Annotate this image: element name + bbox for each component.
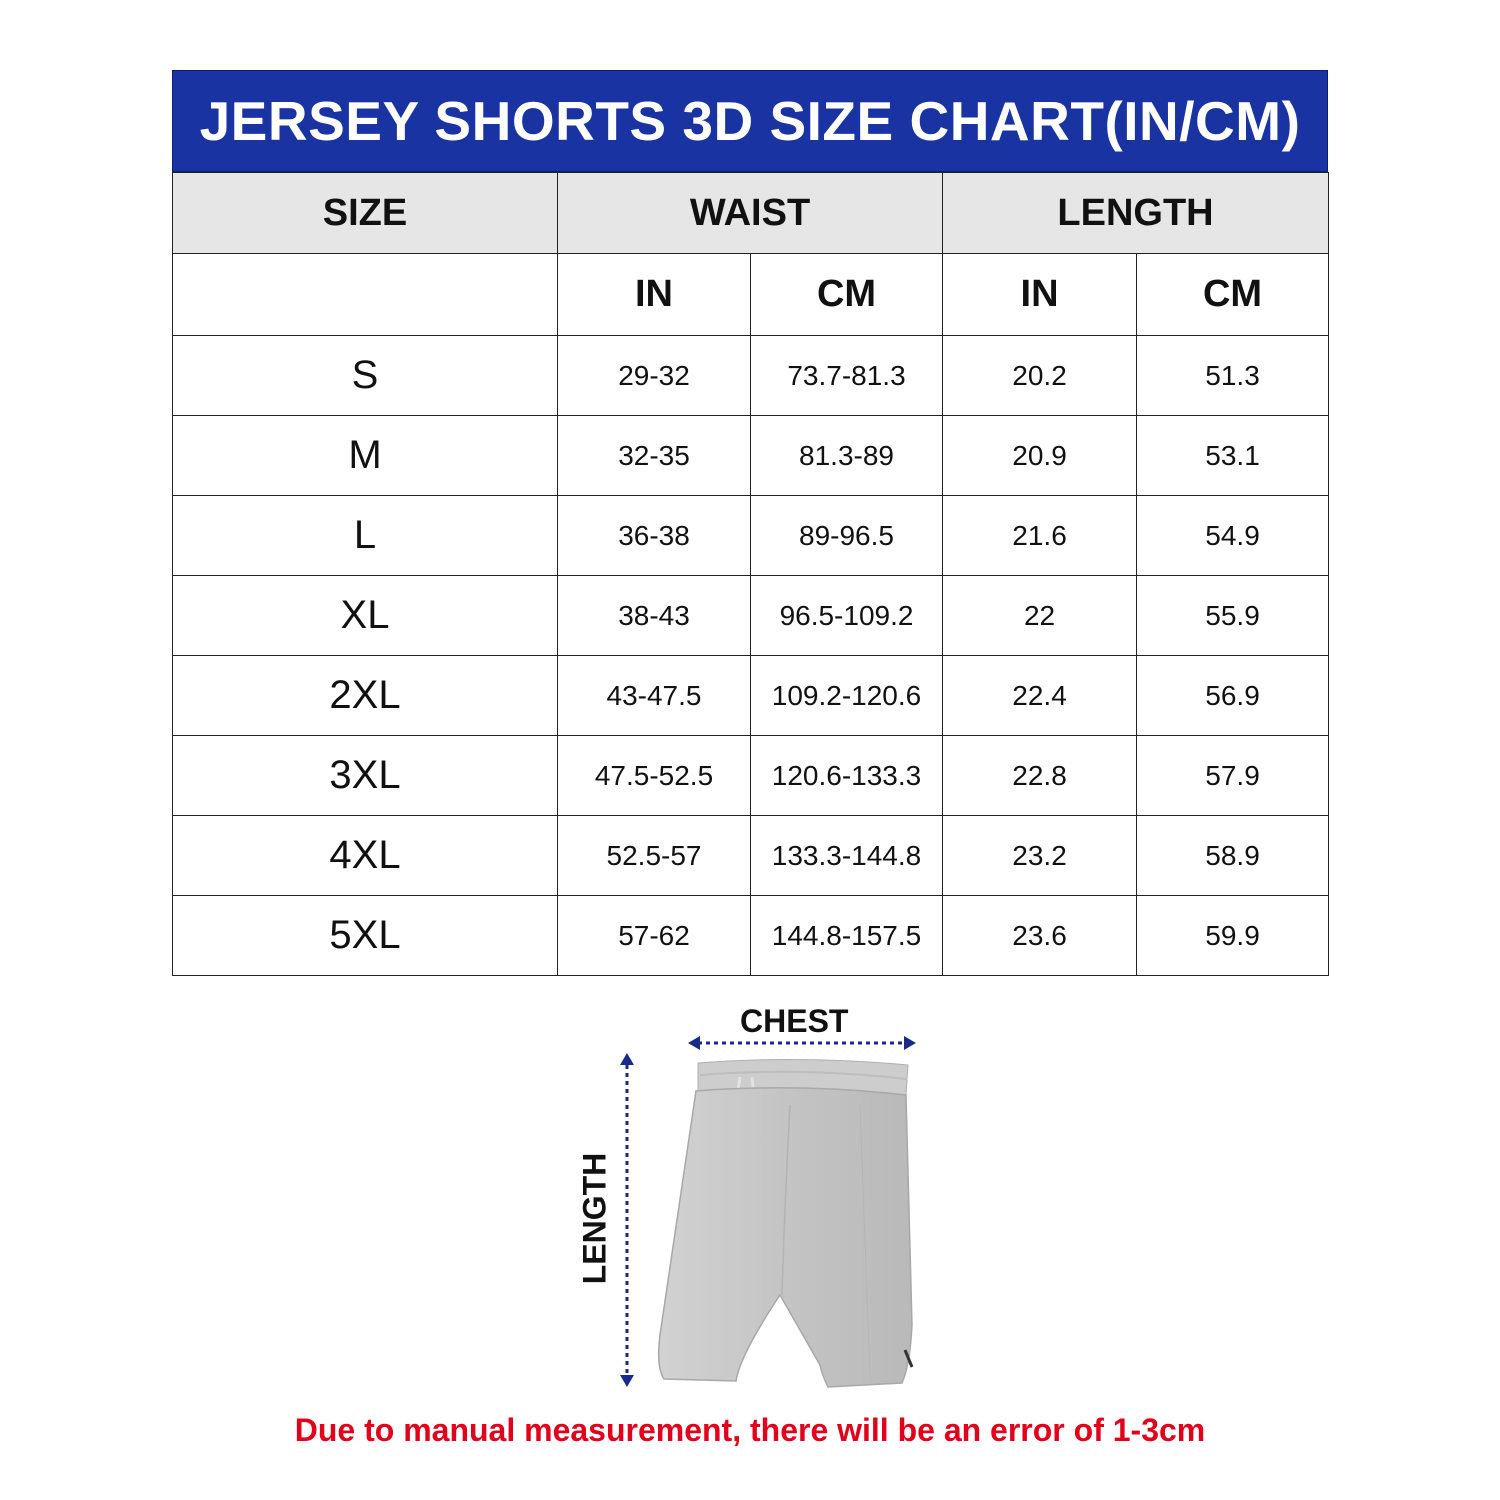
header-length: LENGTH — [943, 173, 1329, 254]
length-label: LENGTH — [576, 1152, 613, 1285]
chest-label: CHEST — [740, 1003, 849, 1039]
size-cell: M — [173, 416, 558, 496]
header-waist-in: IN — [558, 254, 751, 336]
length-cm-cell: 57.9 — [1137, 736, 1329, 816]
waist-in-cell: 32-35 — [558, 416, 751, 496]
length-cm-cell: 53.1 — [1137, 416, 1329, 496]
length-in-cell: 23.2 — [943, 816, 1137, 896]
table-row — [173, 896, 1329, 976]
length-in-cell: 22 — [943, 576, 1137, 656]
waist-cm-cell: 96.5-109.2 — [751, 576, 943, 656]
waist-in-cell: 36-38 — [558, 496, 751, 576]
length-arrow-icon — [620, 1053, 634, 1387]
size-cell: L — [173, 496, 558, 576]
waist-in-cell: 29-32 — [558, 336, 751, 416]
waist-cm-cell: 120.6-133.3 — [751, 736, 943, 816]
waist-in-cell: 38-43 — [558, 576, 751, 656]
table-row — [173, 496, 1329, 576]
waist-cm-cell: 133.3-144.8 — [751, 816, 943, 896]
table-group-header — [173, 173, 1329, 254]
waist-cm-cell: 89-96.5 — [751, 496, 943, 576]
size-cell: 3XL — [173, 736, 558, 816]
waist-in-cell: 43-47.5 — [558, 656, 751, 736]
length-in-cell: 22.8 — [943, 736, 1137, 816]
length-in-cell: 20.9 — [943, 416, 1137, 496]
length-in-cell: 23.6 — [943, 896, 1137, 976]
measurement-note: Due to manual measurement, there will be an error of 1-3cm — [294, 1412, 1206, 1448]
table-row — [173, 736, 1329, 816]
header-length-cm: CM — [1137, 254, 1329, 336]
length-in-cell: 20.2 — [943, 336, 1137, 416]
shorts-illustration-icon — [560, 995, 960, 1395]
chest-arrow-icon — [688, 1036, 916, 1050]
size-chart — [172, 70, 1328, 976]
length-cm-cell: 55.9 — [1137, 576, 1329, 656]
waist-cm-cell: 81.3-89 — [751, 416, 943, 496]
waist-cm-cell: 109.2-120.6 — [751, 656, 943, 736]
length-cm-cell: 56.9 — [1137, 656, 1329, 736]
size-cell: 5XL — [173, 896, 558, 976]
header-empty — [173, 254, 558, 336]
header-waist: WAIST — [558, 173, 943, 254]
table-unit-header — [173, 254, 1329, 336]
table-row — [173, 656, 1329, 736]
header-waist-cm: CM — [751, 254, 943, 336]
size-cell: S — [173, 336, 558, 416]
waist-in-cell: 57-62 — [558, 896, 751, 976]
table-row — [173, 336, 1329, 416]
size-cell: 4XL — [173, 816, 558, 896]
waist-cm-cell: 144.8-157.5 — [751, 896, 943, 976]
measurement-diagram — [560, 995, 960, 1395]
header-size: SIZE — [173, 173, 558, 254]
length-cm-cell: 58.9 — [1137, 816, 1329, 896]
length-cm-cell: 54.9 — [1137, 496, 1329, 576]
waist-in-cell: 47.5-52.5 — [558, 736, 751, 816]
length-cm-cell: 59.9 — [1137, 896, 1329, 976]
waist-in-cell: 52.5-57 — [558, 816, 751, 896]
length-cm-cell: 51.3 — [1137, 336, 1329, 416]
chart-title: JERSEY SHORTS 3D SIZE CHART(IN/CM) — [172, 70, 1328, 172]
header-length-in: IN — [943, 254, 1137, 336]
size-cell: XL — [173, 576, 558, 656]
waist-cm-cell: 73.7-81.3 — [751, 336, 943, 416]
table-row — [173, 576, 1329, 656]
table-row — [173, 416, 1329, 496]
table-row — [173, 816, 1329, 896]
length-in-cell: 22.4 — [943, 656, 1137, 736]
size-table — [172, 172, 1329, 976]
length-in-cell: 21.6 — [943, 496, 1137, 576]
size-cell: 2XL — [173, 656, 558, 736]
